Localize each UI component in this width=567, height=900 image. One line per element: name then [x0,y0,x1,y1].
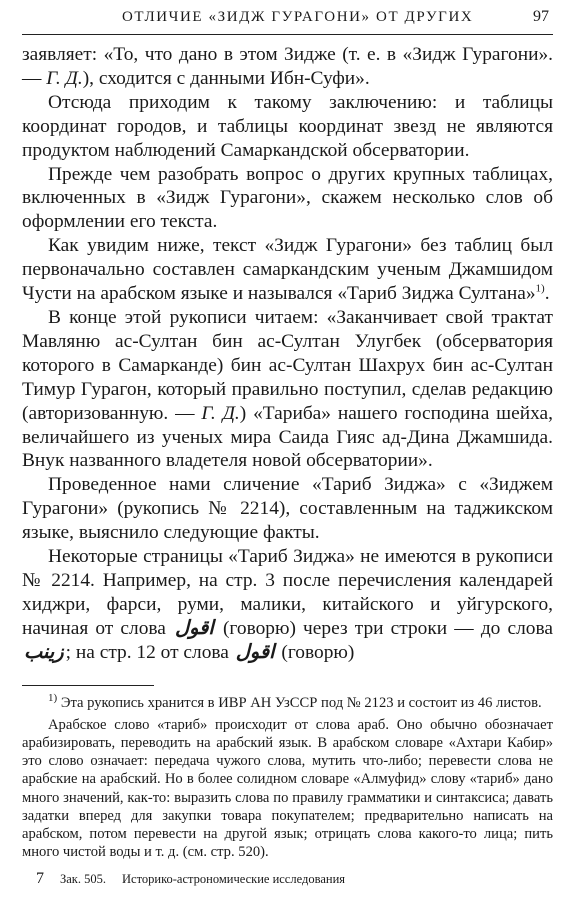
footnote-divider [22,685,154,686]
paragraph-3: Прежде чем разобрать вопрос о других крупных таблицах, включенных в «Зидж Гурагони», скажем несколько слов об оформлении его текста. [22,163,553,233]
footnote-1: $^{1)}$ Эта рукопись хранится в ИВР АН УзССР под № 2123 и состоит из 46 листов. [48,691,542,711]
paragraph-1: заявляет: «То, что дано в этом Зидже (т. е. в «Зидж Гурагони». — Г. Д.), сходится с данными Ибн-Суфи». [22,44,553,89]
arabic-word: زینب [24,641,64,663]
order-number: Зак. 505. [60,872,107,886]
signature-mark: 7 [36,870,44,887]
author-initials: Г. Д. [46,67,83,89]
arabic-word: اقول [175,617,214,639]
paragraph-6: Проведенное нами сличение «Тариб Зиджа» с «Зиджем Гурагони» (рукопись № 2214), составленным на таджикском языке, выяснило следующие факты. [22,474,553,544]
page-number: 97 [533,8,549,25]
paragraph-5: В конце этой рукописи читаем: «Заканчивает свой трактат Мавляню ас-Султан бин ас-Султан Улугбек (обсерватория которого в Самарканде) бин ас-Султан Шахрух бин ас-Султан Тимур Гурагон, который правильно поступил, сделав редакцию (авторизованную. — Г. Д.) «Тариба» нашего господина шейха, величайшего из ученых мира Саида Гияс ад-Дина Джамшида. Внук названного владетеля новой обсерватории». [22,306,553,472]
main-text [22,43,553,665]
author-initials: Г. Д. [201,402,240,424]
footnote-marker: 1) [48,691,58,704]
footnote-ref: 1) [535,282,545,295]
running-header [22,8,553,35]
arabic-word: اقول [235,641,275,663]
footnote-2: Арабское слово «тариб» происходит от слова араб. Оно обычно обозначает арабизировать, переводить на арабский язык. В арабском словаре «Ахтари Кабир» это слово означает: передача чужого слова, мутить что-либо; перевести слова не арабские на арабский. Но в более солидном словаре «Алмуфид» слову «тариб» дано много значений, как-то: выразить слова по правилу грамматики и синтаксиса; давать задатки вперед для закупки товара покупателем; предварительно написать на арабском, потом перевести на другой язык; отрицать слова какого-то лица; пить много чистой воды и т. д. (см. стр. 520). [22,716,553,861]
paragraph-2: Отсюда приходим к такому заключению: и таблицы координат городов, и таблицы координат звезд не являются продуктом наблюдений Самаркандской обсерватории. [22,91,553,161]
book-title: Историко-астрономические исследования [122,872,346,886]
paragraph-4: Как увидим ниже, текст «Зидж Гурагони» без таблиц был первоначально составлен самаркандским ученым Джамшидом Чусти на арабском языке и назывался «Тариб Зиджа Султана»$^{1)}$. [22,235,553,305]
page-footer [22,870,345,888]
running-title: ОТЛИЧИЕ «ЗИДЖ ГУРАГОНИ» ОТ ДРУГИХ [122,9,474,25]
book-page [22,8,553,892]
paragraph-7: Некоторые страницы «Тариб Зиджа» не имеются в рукописи № 2214. Например, на стр. 3 после перечисления календарей хиджри, фарси, руми, малики, китайского и уйгурского, начиная от слова اقول (говорю) через три строки — до слова زینب ; на стр. 12 от слова اقول (говорю) [22,546,553,663]
footnotes [22,691,553,862]
